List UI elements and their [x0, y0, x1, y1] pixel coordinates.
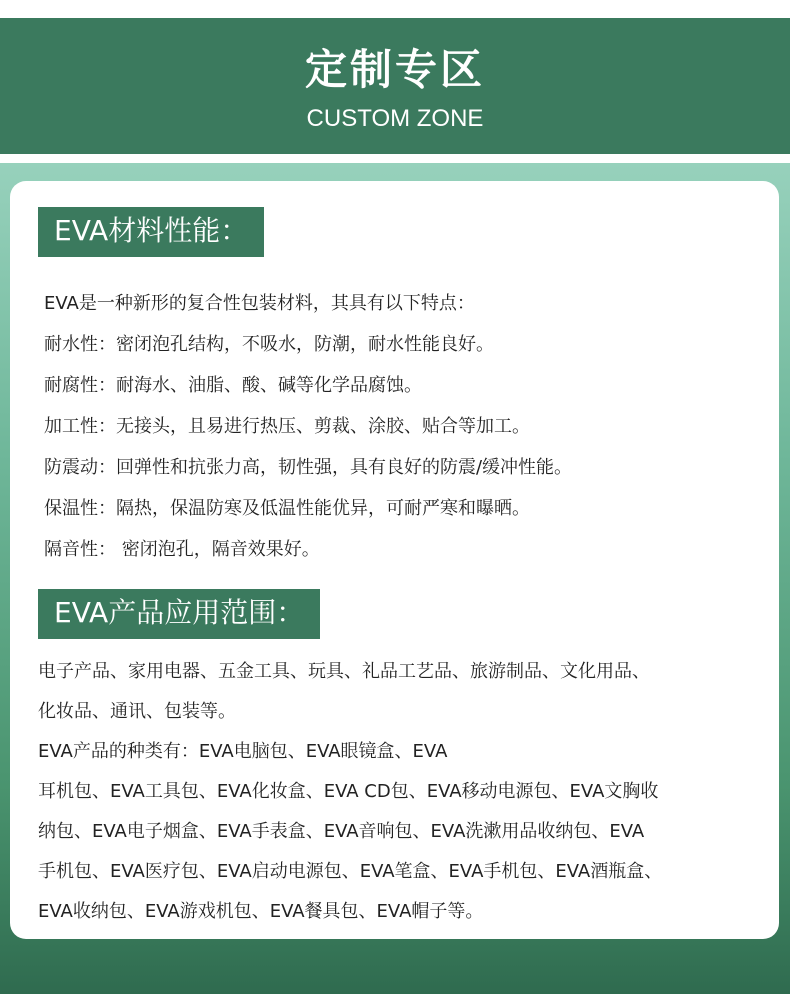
material-line-corrosion: 耐腐性：耐海水、油脂、酸、碱等化学品腐蚀。 — [44, 375, 422, 396]
section-heading-applications: EVA产品应用范围： — [38, 589, 320, 639]
material-line-shock: 防震动：回弹性和抗张力高，韧性强，具有良好的防震/缓冲性能。 — [44, 457, 573, 478]
section-heading-material: EVA材料性能： — [38, 207, 264, 257]
material-line-water: 耐水性：密闭泡孔结构，不吸水，防潮，耐水性能良好。 — [44, 334, 494, 355]
header-banner — [0, 18, 790, 154]
application-line: EVA产品的种类有：EVA电脑包、EVA眼镜盒、EVA — [38, 741, 448, 762]
material-line-insulation: 保温性：隔热，保温防寒及低温性能优异，可耐严寒和曝晒。 — [44, 498, 530, 519]
material-line-processing: 加工性：无接头，且易进行热压、剪裁、涂胶、贴合等加工。 — [44, 416, 530, 437]
application-line: 化妆品、通讯、包装等。 — [38, 701, 236, 722]
application-line: 电子产品、家用电器、五金工具、玩具、礼品工艺品、旅游制品、文化用品、 — [38, 661, 650, 682]
application-line: 手机包、EVA医疗包、EVA启动电源包、EVA笔盒、EVA手机包、EVA酒瓶盒、 — [38, 861, 663, 882]
content-card — [10, 181, 779, 939]
material-line-sound: 隔音性： 密闭泡孔，隔音效果好。 — [44, 539, 320, 560]
page-subtitle: CUSTOM ZONE — [306, 105, 484, 132]
material-line-intro: EVA是一种新形的复合性包装材料，其具有以下特点： — [44, 293, 475, 314]
application-line: EVA收纳包、EVA游戏机包、EVA餐具包、EVA帽子等。 — [38, 901, 484, 922]
application-line: 纳包、EVA电子烟盒、EVA手表盒、EVA音响包、EVA洗漱用品收纳包、EVA — [38, 821, 645, 842]
page-title: 定制专区 — [304, 45, 485, 94]
application-line: 耳机包、EVA工具包、EVA化妆盒、EVA CD包、EVA移动电源包、EVA文胸收 — [38, 781, 659, 802]
